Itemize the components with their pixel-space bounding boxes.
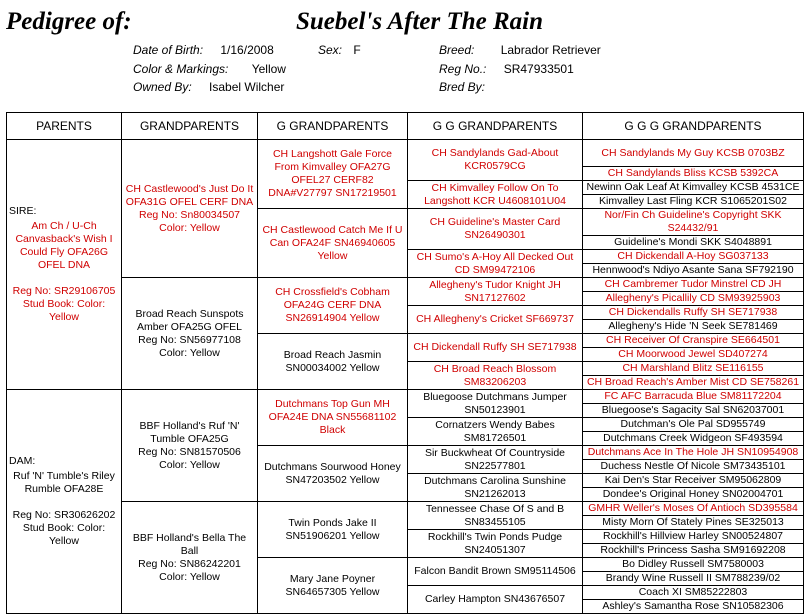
sire-gggp-8: CH Broad Reach Blossom SM83206203 (408, 362, 583, 390)
dam-gp-2 (122, 502, 258, 614)
dob-row (133, 43, 274, 57)
sire-gggp-3: CH Guideline's Master Card SN26490301 (408, 209, 583, 250)
sire-ggggp-7: CH Dickendall A-Hoy SG037133 (583, 250, 804, 264)
dam-ggggp-7: Kai Den's Star Receiver SM95062809 (583, 474, 804, 488)
dam-ggp-4: Mary Jane Poyner SN64657305 Yellow (258, 558, 408, 614)
pedigree-label: Pedigree of: (6, 8, 132, 35)
dam-reg: Reg No: SR30626202 (12, 509, 116, 521)
sire-ggp-3: CH Crossfield's Cobham OFA24G CERF DNA SN26914904 Yellow (258, 278, 408, 334)
breed-value: Labrador Retriever (500, 43, 601, 57)
sex-row (318, 43, 361, 57)
gp-name: BBF Holland's Bella The Ball (132, 531, 247, 557)
sire-ggggp-10: Allegheny's Picallily CD SM93925903 (583, 292, 804, 306)
dam-ggggp-4: Dutchmans Creek Widgeon SF493594 (583, 432, 804, 446)
dam-ggggp-5: Dutchmans Ace In The Hole JH SN10954908 (583, 446, 804, 460)
dam-gggp-2: Cornatzers Wendy Babes SM81726501 (408, 418, 583, 446)
sire-ggp-2: CH Castlewood Catch Me If U Can OFA24F SN46940605 Yellow (258, 209, 408, 278)
gp-color: Color: Yellow (159, 346, 220, 359)
bredby-label: Bred By: (439, 80, 486, 94)
gp-name: Broad Reach Sunspots Amber OFA25G OFEL (135, 307, 244, 333)
dam-ggggp-3: Dutchman's Ole Pal SD955749 (583, 418, 804, 432)
dam-ggp-1: Dutchmans Top Gun MH OFA24E DNA SN55681102 Black (258, 390, 408, 446)
sire-gggp-1: CH Sandylands Gad-About KCR0579CG (408, 140, 583, 181)
dam-gggp-7: Falcon Bandit Brown SM95114506 (408, 558, 583, 586)
dob-value: 1/16/2008 (220, 43, 274, 57)
reg-label: Reg No.: (439, 62, 487, 76)
gp-name: BBF Holland's Ruf 'N' Tumble OFA25G (139, 419, 240, 445)
sire-ggggp-16: CH Broad Reach's Amber Mist CD SE758261 (583, 376, 804, 390)
sire-studbook: Stud Book: Color: Yellow (22, 298, 106, 323)
sex-label: Sex: (318, 43, 343, 57)
sire-gggp-2: CH Kimvalley Follow On To Langshott KCR U4608101U04 (408, 181, 583, 209)
sire-ggggp-5: Nor/Fin Ch Guideline's Copyright SKK S24432/91 (583, 209, 804, 236)
sire-gggp-6: CH Allegheny's Cricket SF669737 (408, 306, 583, 334)
dam-ggggp-6: Duchess Nestle Of Nicole SM73435101 (583, 460, 804, 474)
sire-reg: Reg No: SR29106705 (12, 285, 116, 297)
dam-gggp-4: Dutchmans Carolina Sunshine SN21262013 (408, 474, 583, 502)
col-gg-grandparents: G G GRANDPARENTS (408, 113, 583, 140)
sire-ggp-1: CH Langshott Gale Force From Kimvalley OFA27G OFEL27 CERF82 DNA#V27797 SN17219501 (258, 140, 408, 209)
dam-ggggp-8: Dondee's Original Honey SN02004701 (583, 488, 804, 502)
dam-ggggp-11: Rockhill's Hillview Harley SN00524807 (583, 530, 804, 544)
sire-gggp-4: CH Sumo's A-Hoy All Decked Out CD SM99472106 (408, 250, 583, 278)
color-label: Color & Markings: (133, 62, 229, 76)
col-ggg-grandparents: G G G GRANDPARENTS (583, 113, 804, 140)
sire-ggggp-12: Allegheny's Hide 'N Seek SE781469 (583, 320, 804, 334)
dam-gggp-5: Tennessee Chase Of S and B SN83455105 (408, 502, 583, 530)
header-row (7, 113, 804, 140)
dam-ggggp-10: Misty Morn Of Stately Pines SE325013 (583, 516, 804, 530)
dam-label: DAM: (9, 455, 36, 467)
owner-label: Owned By: (133, 80, 192, 94)
dam-ggggp-9: GMHR Weller's Moses Of Antioch SD395584 (583, 502, 804, 516)
dam-gggp-6: Rockhill's Twin Ponds Pudge SN24051307 (408, 530, 583, 558)
gp-name: CH Castlewood's Just Do It OFA31G OFEL CERF DNA (125, 182, 254, 208)
owner-row (133, 80, 284, 94)
gp-color: Color: Yellow (159, 458, 220, 471)
dam-gggp-3: Sir Buckwheat Of Countryside SN22577801 (408, 446, 583, 474)
dam-gp-1 (122, 390, 258, 502)
sire-gp-1 (122, 140, 258, 278)
dam-ggp-2: Dutchmans Sourwood Honey SN47203502 Yellow (258, 446, 408, 502)
color-value: Yellow (251, 62, 286, 76)
gp-reg: Reg No: Sn80034507 (139, 208, 240, 221)
dob-label: Date of Birth: (133, 43, 204, 57)
dam-studbook: Stud Book: Color: Yellow (22, 522, 106, 547)
color-row (133, 62, 286, 76)
sire-label: SIRE: (9, 205, 37, 217)
sire-ggp-4: Broad Reach Jasmin SN00034002 Yellow (258, 334, 408, 390)
dam-ggggp-13: Bo Didley Russell SM7580003 (583, 558, 804, 572)
dam-ggggp-12: Rockhill's Princess Sasha SM91692208 (583, 544, 804, 558)
dam-name: Ruf 'N' Tumble's Riley Rumble OFA28E (13, 470, 115, 495)
sire-gp-2 (122, 278, 258, 390)
reg-row (439, 62, 574, 76)
dog-name: Suebel's After The Rain (296, 8, 544, 35)
col-parents: PARENTS (7, 113, 122, 140)
sire-ggggp-6: Guideline's Mondi SKK S4048891 (583, 236, 804, 250)
sire-ggggp-2: CH Sandylands Bliss KCSB 5392CA (583, 167, 804, 181)
gp-color: Color: Yellow (159, 570, 220, 583)
pedigree-table (6, 112, 804, 614)
gp-reg: Reg No: SN81570506 (138, 445, 241, 458)
gp-color: Color: Yellow (159, 221, 220, 234)
dam-gggp-8: Carley Hampton SN43676507 (408, 586, 583, 614)
dam-ggggp-15: Coach XI SM85222803 (583, 586, 804, 600)
sire-gggp-7: CH Dickendall Ruffy SH SE717938 (408, 334, 583, 362)
sex-value: F (353, 43, 361, 57)
gp-reg: Reg No: SN86242201 (138, 557, 241, 570)
dam-ggp-3: Twin Ponds Jake II SN51906201 Yellow (258, 502, 408, 558)
gp-reg: Reg No: SN56977108 (138, 333, 241, 346)
sire-ggggp-11: CH Dickendalls Ruffy SH SE717938 (583, 306, 804, 320)
sire-cell (7, 140, 122, 390)
sire-name: Am Ch / U-Ch Canvasback's Wish I Could Fly OFA26G OFEL DNA (15, 220, 113, 271)
dam-ggggp-14: Brandy Wine Russell II SM788239/02 (583, 572, 804, 586)
col-grandparents: GRANDPARENTS (122, 113, 258, 140)
reg-value: SR47933501 (503, 62, 574, 76)
sire-ggggp-8: Hennwood's Ndiyo Asante Sana SF792190 (583, 264, 804, 278)
dam-ggggp-1: FC AFC Barracuda Blue SM81172204 (583, 390, 804, 404)
sire-gggp-5: Allegheny's Tudor Knight JH SN17127602 (408, 278, 583, 306)
breed-row (439, 43, 601, 57)
dam-ggggp-2: Bluegoose's Sagacity Sal SN62037001 (583, 404, 804, 418)
owner-value: Isabel Wilcher (209, 80, 285, 94)
sire-ggggp-1: CH Sandylands My Guy KCSB 0703BZ (583, 140, 804, 167)
sire-ggggp-13: CH Receiver Of Cranspire SE664501 (583, 334, 804, 348)
sire-ggggp-14: CH Moorwood Jewel SD407274 (583, 348, 804, 362)
sire-ggggp-9: CH Cambremer Tudor Minstrel CD JH (583, 278, 804, 292)
sire-ggggp-3: Newinn Oak Leaf At Kimvalley KCSB 4531CE (583, 181, 804, 195)
dam-gggp-1: Bluegoose Dutchmans Jumper SN50123901 (408, 390, 583, 418)
breed-label: Breed: (439, 43, 475, 57)
sire-ggggp-15: CH Marshland Blitz SE116155 (583, 362, 804, 376)
dam-ggggp-16: Ashley's Samantha Rose SN10582306 (583, 600, 804, 614)
sire-ggggp-4: Kimvalley Last Fling KCR S1065201S02 (583, 195, 804, 209)
col-g-grandparents: G GRANDPARENTS (258, 113, 408, 140)
bredby-row (439, 80, 485, 94)
